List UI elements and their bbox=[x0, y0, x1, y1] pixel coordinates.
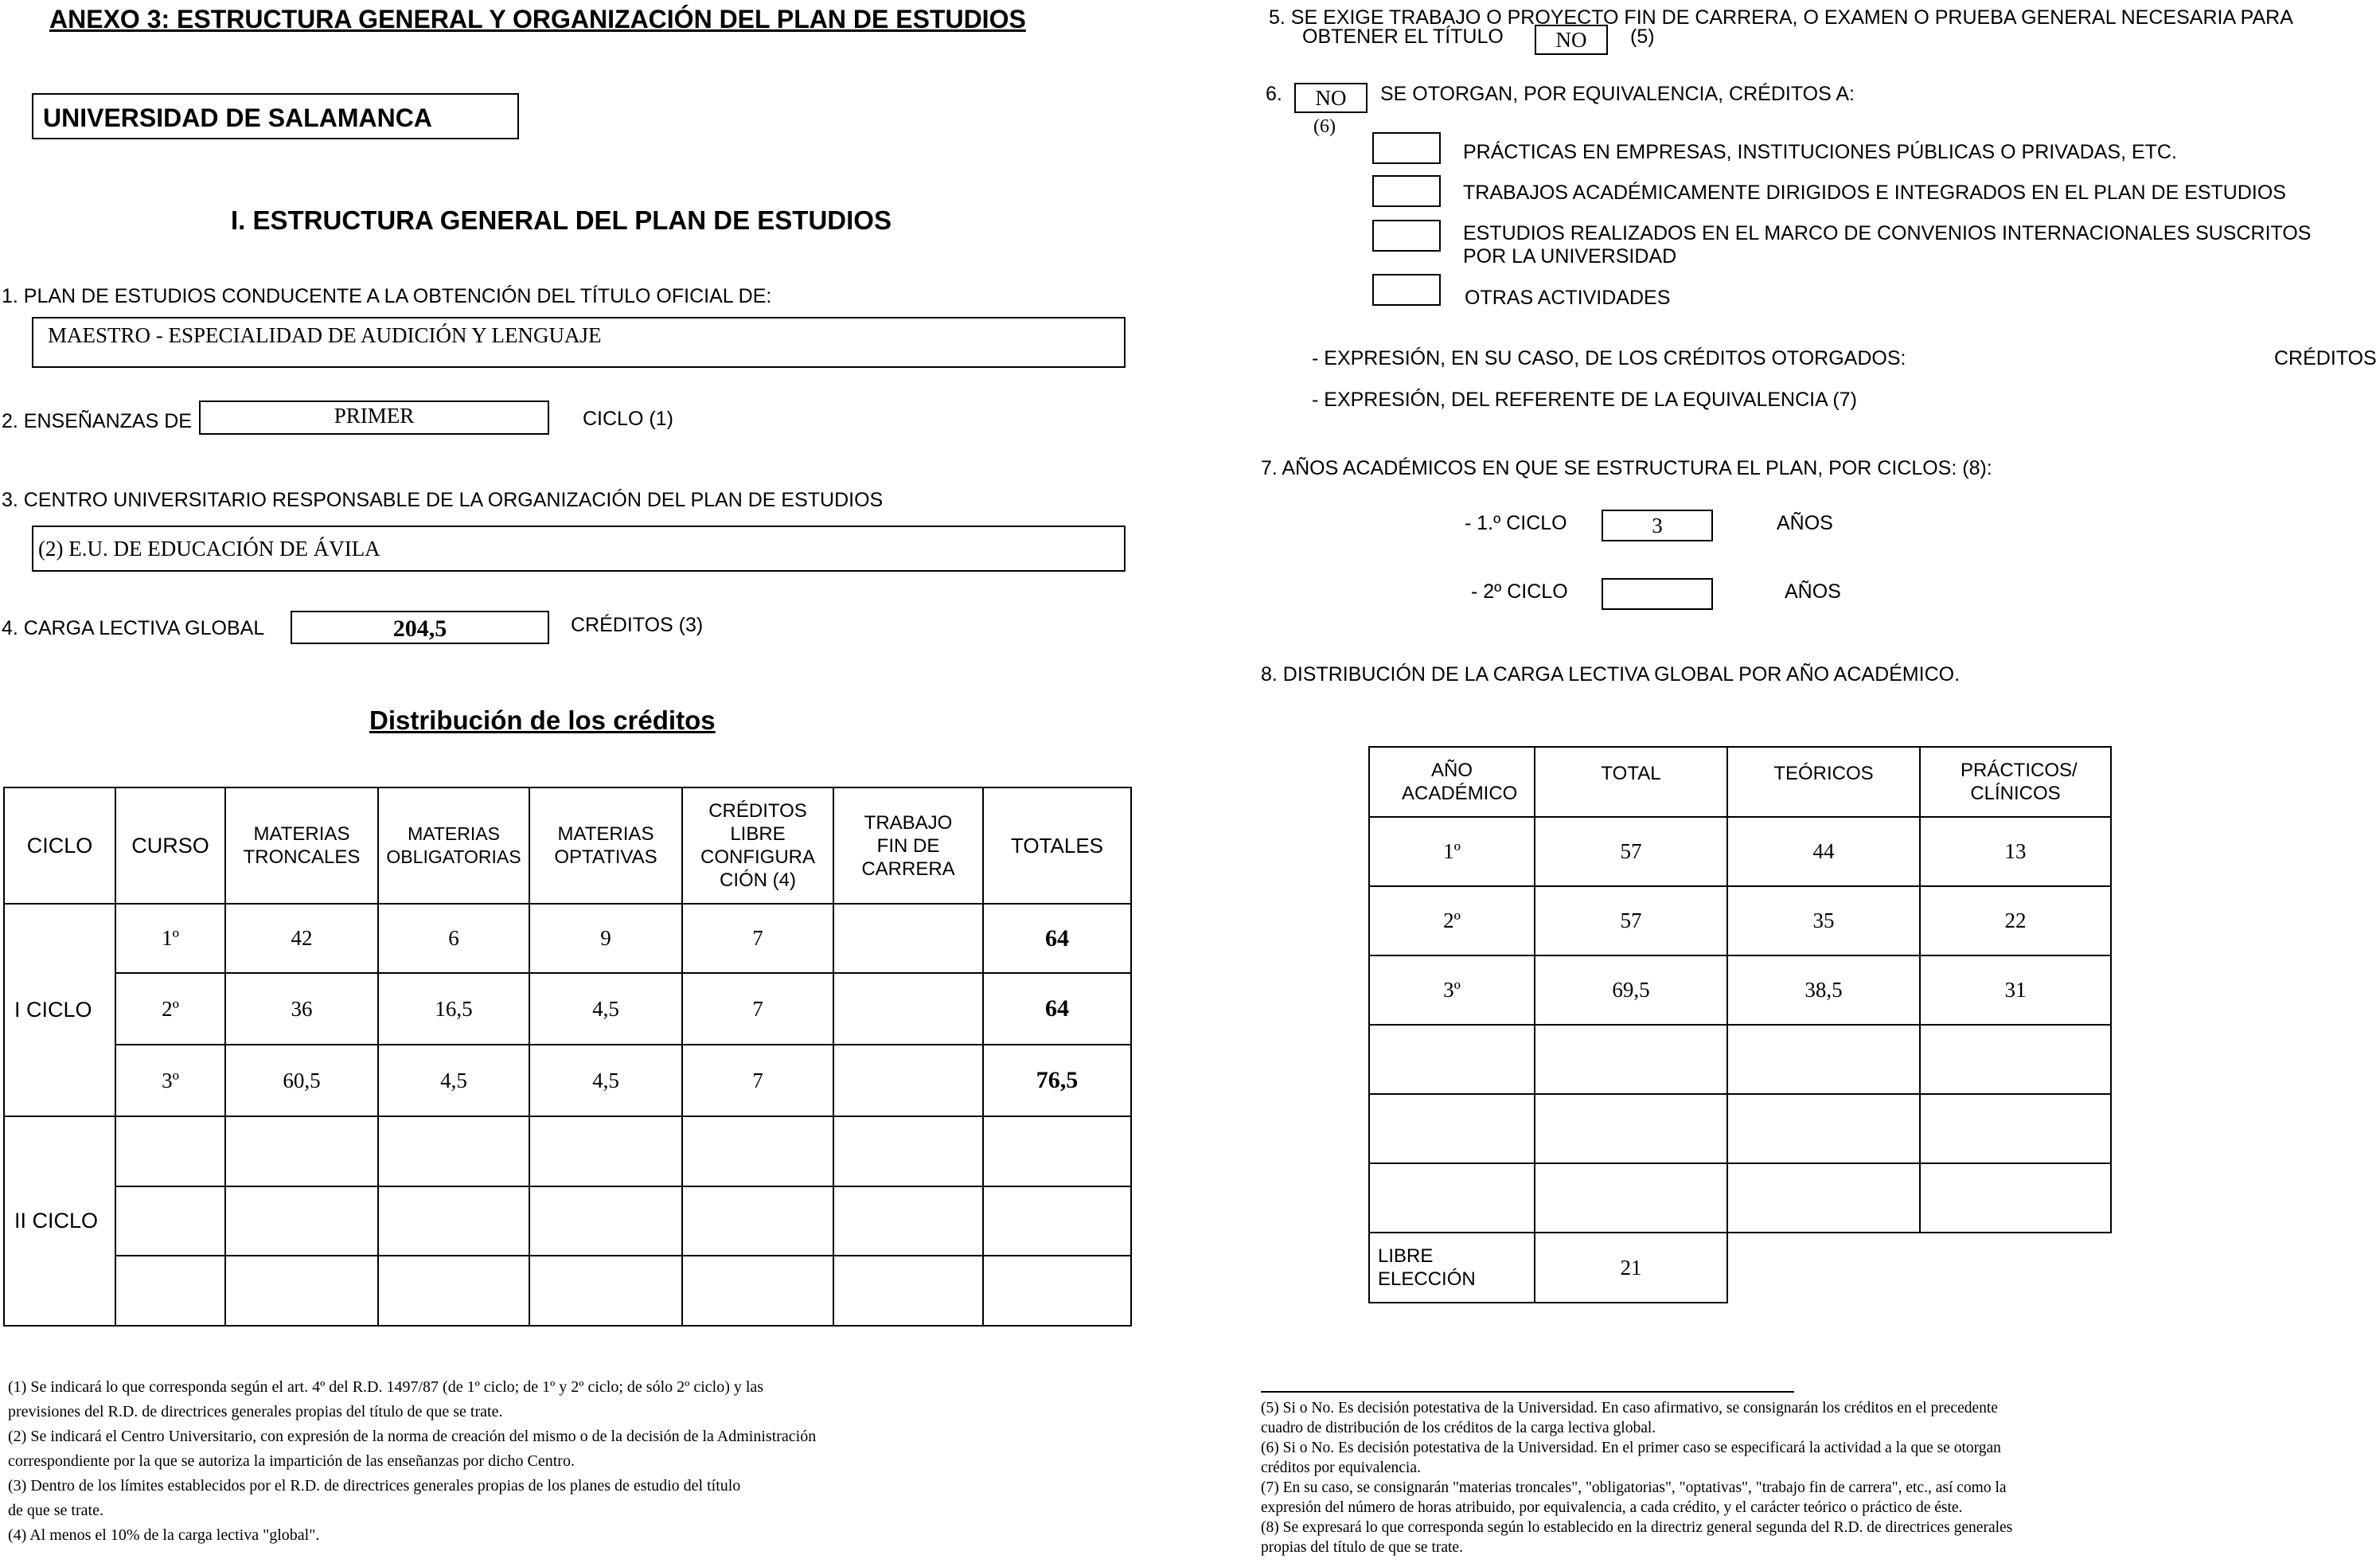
libre-cell: 7 bbox=[682, 904, 833, 973]
curso-cell: 1º bbox=[115, 904, 225, 973]
q6-value: NO bbox=[1315, 86, 1347, 110]
header-trabajo-fin: TRABAJO FIN DE CARRERA bbox=[833, 787, 983, 904]
q6-option-checkbox[interactable] bbox=[1372, 274, 1441, 306]
optativas-cell: 9 bbox=[529, 904, 682, 973]
q6-option-label: ESTUDIOS REALIZADOS EN EL MARCO DE CONVENIOS INTERNACIONALES SUSCRITOS bbox=[1463, 222, 2312, 244]
right-footnotes bbox=[1261, 1398, 2367, 1557]
footnote-line: propias del título de que se trate. bbox=[1261, 1539, 1463, 1556]
q3-field[interactable] bbox=[32, 526, 1126, 572]
university-name: UNIVERSIDAD DE SALAMANCA bbox=[43, 104, 432, 132]
distribution-title: Distribución de los créditos bbox=[369, 705, 716, 735]
q6-field[interactable] bbox=[1294, 83, 1368, 113]
q5-line1: 5. SE EXIGE TRABAJO O PROYECTO FIN DE CARRERA, O EXAMEN O PRUEBA GENERAL NECESARIA PARA bbox=[1269, 6, 2293, 29]
footnote-separator bbox=[1261, 1391, 1794, 1393]
practicos-cell: 31 bbox=[1920, 955, 2111, 1025]
footnote-line: previsiones del R.D. de directrices generales propias del título de que se trate. bbox=[8, 1403, 503, 1420]
trabajo-cell bbox=[833, 973, 983, 1045]
curso-cell: 2º bbox=[115, 973, 225, 1045]
credits-table bbox=[3, 787, 1132, 1327]
q5-line2: OBTENER EL TÍTULO bbox=[1302, 25, 1504, 48]
header-ano-academico: AÑO ACADÉMICO bbox=[1369, 747, 1535, 817]
troncales-cell: 60,5 bbox=[225, 1045, 378, 1116]
libre-eleccion-value: 21 bbox=[1535, 1233, 1727, 1303]
obligatorias-cell: 16,5 bbox=[378, 973, 529, 1045]
footnote-line: créditos por equivalencia. bbox=[1261, 1459, 1421, 1476]
header-curso: CURSO bbox=[115, 787, 225, 904]
total-cell: 69,5 bbox=[1535, 955, 1727, 1025]
teoricos-cell: 35 bbox=[1727, 886, 1920, 955]
table-row bbox=[4, 973, 1131, 1045]
ciclo-2-label: II CICLO bbox=[4, 1116, 115, 1326]
footnote-line: correspondiente por la que se autoriza la impartición de las enseñanzas por dicho Centro. bbox=[8, 1452, 575, 1470]
table-row bbox=[4, 1045, 1131, 1116]
q6-note: (6) bbox=[1313, 116, 1336, 137]
table-row bbox=[1369, 1094, 2111, 1163]
obligatorias-cell: 6 bbox=[378, 904, 529, 973]
table-row bbox=[1369, 886, 2111, 955]
footnote-line: (3) Dentro de los límites establecidos por el R.D. de directrices generales propias de los planes de estudio del título bbox=[8, 1477, 741, 1495]
expr-referente-label: - EXPRESIÓN, DEL REFERENTE DE LA EQUIVALENCIA (7) bbox=[1312, 389, 1857, 411]
table-row bbox=[4, 1116, 1131, 1186]
header-libre-configuracion: CRÉDITOS LIBRE CONFIGURA CIÓN (4) bbox=[682, 787, 833, 904]
q2-label: 2. ENSEÑANZAS DE bbox=[2, 410, 192, 432]
table-row bbox=[1369, 817, 2111, 886]
q2-suffix: CICLO (1) bbox=[583, 408, 673, 430]
ano-cell: 3º bbox=[1369, 955, 1535, 1025]
total-cell: 57 bbox=[1535, 886, 1727, 955]
table-row bbox=[4, 904, 1131, 973]
q6-option-checkbox[interactable] bbox=[1372, 132, 1441, 164]
totales-cell: 64 bbox=[983, 904, 1131, 973]
q4-suffix: CRÉDITOS (3) bbox=[571, 614, 704, 636]
q6-option-checkbox[interactable] bbox=[1372, 220, 1441, 252]
footnote-line: (7) En su caso, se consignarán "materias troncales", "obligatorias", "optativas", "trabajo fin de carrera", etc., así como la bbox=[1261, 1479, 2007, 1496]
teoricos-cell: 44 bbox=[1727, 817, 1920, 886]
trabajo-cell bbox=[833, 904, 983, 973]
practicos-cell: 13 bbox=[1920, 817, 2111, 886]
q6-option-label: OTRAS ACTIVIDADES bbox=[1465, 287, 1671, 309]
libre-cell: 7 bbox=[682, 973, 833, 1045]
annex-title: ANEXO 3: ESTRUCTURA GENERAL Y ORGANIZACIÓN DEL PLAN DE ESTUDIOS bbox=[49, 5, 1026, 33]
q5-field[interactable] bbox=[1535, 25, 1608, 55]
troncales-cell: 42 bbox=[225, 904, 378, 973]
total-cell: 57 bbox=[1535, 817, 1727, 886]
q4-label: 4. CARGA LECTIVA GLOBAL bbox=[2, 617, 265, 639]
q6-option-label: POR LA UNIVERSIDAD bbox=[1463, 245, 1677, 268]
q6-label: SE OTORGAN, POR EQUIVALENCIA, CRÉDITOS A: bbox=[1380, 83, 1855, 105]
q7-ciclo1-label: - 1.º CICLO bbox=[1465, 512, 1567, 534]
header-practicos: PRÁCTICOS/ CLÍNICOS bbox=[1920, 747, 2111, 817]
q2-field[interactable] bbox=[199, 401, 549, 435]
header-troncales: MATERIAS TRONCALES bbox=[225, 787, 378, 904]
optativas-cell: 4,5 bbox=[529, 1045, 682, 1116]
q7-ciclo1-value: 3 bbox=[1652, 514, 1663, 537]
q6-option-checkbox[interactable] bbox=[1372, 175, 1441, 207]
totales-cell: 76,5 bbox=[983, 1045, 1131, 1116]
libre-eleccion-label: LIBRE ELECCIÓN bbox=[1369, 1233, 1535, 1303]
q5-value: NO bbox=[1555, 28, 1587, 52]
troncales-cell: 36 bbox=[225, 973, 378, 1045]
load-table bbox=[1368, 746, 2112, 1303]
header-ciclo: CICLO bbox=[4, 787, 115, 904]
q8-label: 8. DISTRIBUCIÓN DE LA CARGA LECTIVA GLOBAL POR AÑO ACADÉMICO. bbox=[1261, 663, 1961, 686]
university-box bbox=[32, 93, 519, 139]
section-title: I. ESTRUCTURA GENERAL DEL PLAN DE ESTUDIOS bbox=[231, 205, 892, 235]
footnote-line: (2) Se indicará el Centro Universitario, con expresión de la norma de creación del mismo o de la decisión de la Administración bbox=[8, 1428, 817, 1445]
left-footnotes bbox=[8, 1375, 1122, 1548]
footnote-line: (6) Si o No. Es decisión potestativa de la Universidad. En el primer caso se especificará la actividad a la que se otorgan bbox=[1261, 1440, 2001, 1456]
q6-number: 6. bbox=[1266, 83, 1282, 105]
q7-ciclo2-field[interactable] bbox=[1602, 578, 1713, 610]
header-obligatorias: MATERIAS OBLIGATORIAS bbox=[378, 787, 529, 904]
q5-note: (5) bbox=[1630, 25, 1655, 48]
practicos-cell: 22 bbox=[1920, 886, 2111, 955]
footnote-line: (1) Se indicará lo que corresponda según el art. 4º del R.D. 1497/87 (de 1º ciclo; de 1º y 2º ciclo; de sólo 2º ciclo) y las bbox=[8, 1378, 764, 1396]
table-row bbox=[1369, 1163, 2111, 1233]
footnote-line: de que se trate. bbox=[8, 1502, 103, 1519]
q3-value: (2) E.U. DE EDUCACIÓN DE ÁVILA bbox=[38, 537, 380, 561]
expr-creditos-suffix: CRÉDITOS bbox=[2274, 347, 2377, 369]
q3-label: 3. CENTRO UNIVERSITARIO RESPONSABLE DE LA ORGANIZACIÓN DEL PLAN DE ESTUDIOS bbox=[2, 489, 884, 511]
q6-option-label: TRABAJOS ACADÉMICAMENTE DIRIGIDOS E INTEGRADOS EN EL PLAN DE ESTUDIOS bbox=[1463, 182, 2286, 204]
q1-value: MAESTRO - ESPECIALIDAD DE AUDICIÓN Y LENGUAJE bbox=[48, 323, 602, 347]
q7-ciclo2-suffix: AÑOS bbox=[1785, 580, 1841, 603]
curso-cell: 3º bbox=[115, 1045, 225, 1116]
header-total: TOTAL bbox=[1535, 747, 1727, 817]
ciclo-1-label: I CICLO bbox=[4, 904, 115, 1116]
q2-value: PRIMER bbox=[334, 404, 415, 428]
footnote-line: cuadro de distribución de los créditos de la carga lectiva global. bbox=[1261, 1420, 1656, 1436]
q7-ciclo1-field[interactable] bbox=[1602, 510, 1713, 541]
totales-cell: 64 bbox=[983, 973, 1131, 1045]
trabajo-cell bbox=[833, 1045, 983, 1116]
header-totales: TOTALES bbox=[983, 787, 1131, 904]
q7-label: 7. AÑOS ACADÉMICOS EN QUE SE ESTRUCTURA EL PLAN, POR CICLOS: (8): bbox=[1261, 457, 1992, 479]
q4-value: 204,5 bbox=[392, 615, 447, 642]
ano-cell: 1º bbox=[1369, 817, 1535, 886]
optativas-cell: 4,5 bbox=[529, 973, 682, 1045]
q7-ciclo2-label: - 2º CICLO bbox=[1471, 580, 1568, 603]
q7-ciclo1-suffix: AÑOS bbox=[1777, 512, 1833, 534]
q6-option-label: PRÁCTICAS EN EMPRESAS, INSTITUCIONES PÚBLICAS O PRIVADAS, ETC. bbox=[1463, 141, 2177, 163]
table-row bbox=[1369, 1233, 2111, 1303]
footnote-line: (8) Se expresará lo que corresponda según lo establecido en la directriz general segunda del R.D. de directrices generales bbox=[1261, 1519, 2013, 1536]
table-row bbox=[4, 1256, 1131, 1326]
footnote-line: (4) Al menos el 10% de la carga lectiva "global". bbox=[8, 1526, 320, 1544]
header-optativas: MATERIAS OPTATIVAS bbox=[529, 787, 682, 904]
header-teoricos: TEÓRICOS bbox=[1727, 747, 1920, 817]
libre-cell: 7 bbox=[682, 1045, 833, 1116]
table-row bbox=[1369, 1025, 2111, 1094]
obligatorias-cell: 4,5 bbox=[378, 1045, 529, 1116]
table-row bbox=[4, 1186, 1131, 1256]
q1-field[interactable] bbox=[32, 317, 1126, 368]
q4-field[interactable] bbox=[291, 611, 549, 644]
table-row bbox=[1369, 955, 2111, 1025]
teoricos-cell: 38,5 bbox=[1727, 955, 1920, 1025]
footnote-line: expresión del número de horas atribuido, por equivalencia, a cada crédito, y el carácter teórico o práctico de éste. bbox=[1261, 1499, 1963, 1516]
q1-label: 1. PLAN DE ESTUDIOS CONDUCENTE A LA OBTENCIÓN DEL TÍTULO OFICIAL DE: bbox=[2, 285, 772, 307]
footnote-line: (5) Si o No. Es decisión potestativa de la Universidad. En caso afirmativo, se consignarán los créditos en el precedente bbox=[1261, 1400, 1998, 1416]
ano-cell: 2º bbox=[1369, 886, 1535, 955]
expr-creditos-label: - EXPRESIÓN, EN SU CASO, DE LOS CRÉDITOS OTORGADOS: bbox=[1312, 347, 1906, 369]
